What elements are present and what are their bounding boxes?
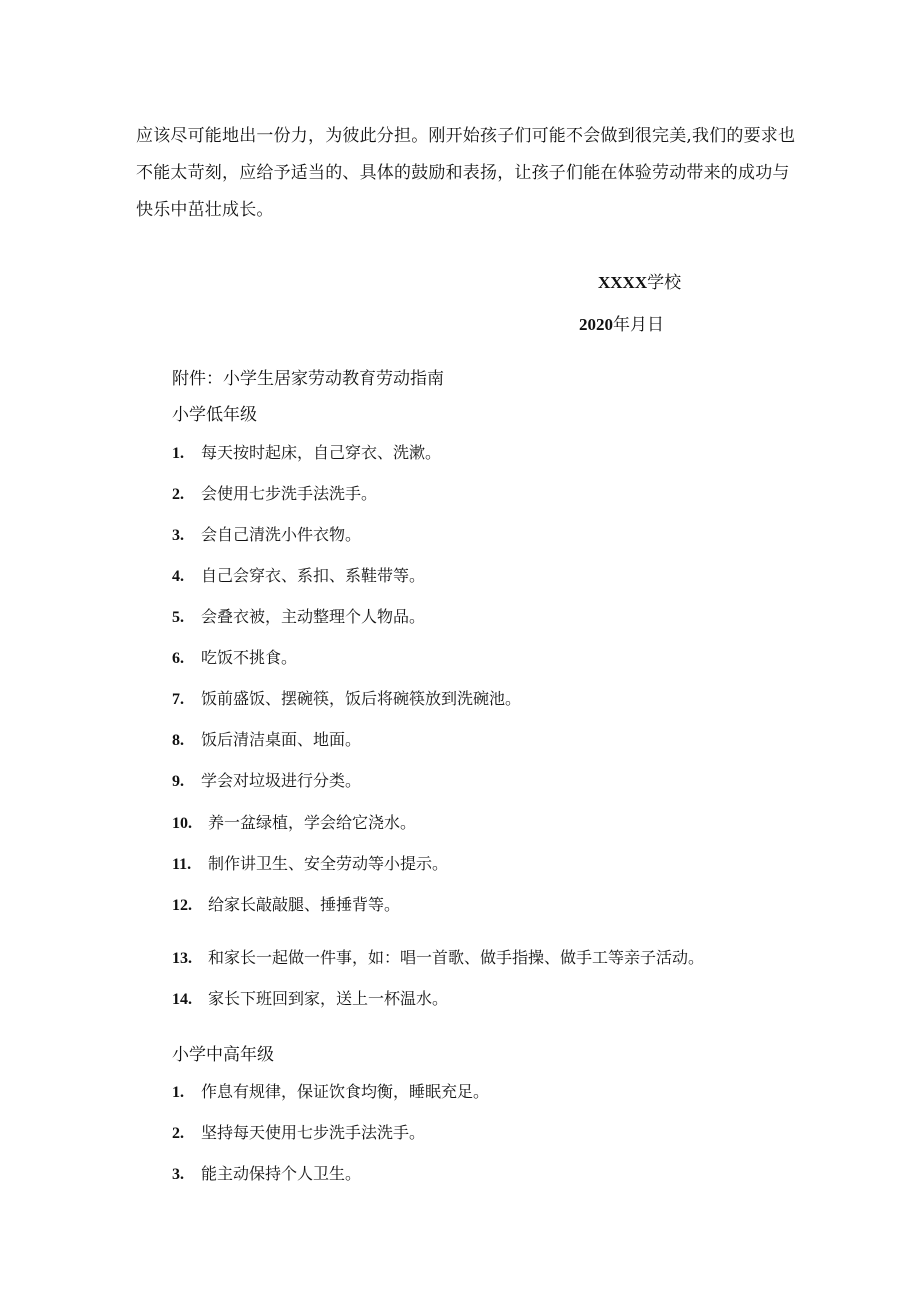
item-number: 7. xyxy=(172,691,184,708)
item-text: 养一盆绿植，学会给它浇水。 xyxy=(208,813,417,832)
closing-paragraph xyxy=(136,118,796,229)
list-item xyxy=(172,727,361,750)
item-text: 饭后清洁桌面、地面。 xyxy=(201,730,362,749)
item-text: 会使用七步洗手法洗手。 xyxy=(201,484,378,503)
item-text: 学会对垃圾进行分类。 xyxy=(201,771,362,790)
date-text: 年月日 xyxy=(613,315,664,335)
list-item xyxy=(172,645,297,668)
date-year: 2020 xyxy=(579,315,613,334)
item-text: 坚持每天使用七步洗手法洗手。 xyxy=(201,1123,426,1142)
item-number: 3. xyxy=(172,527,184,544)
appendix-title: 附件：小学生居家劳动教育劳动指南 xyxy=(172,369,444,389)
item-number: 8. xyxy=(172,732,184,749)
item-text: 饭前盛饭、摆碗筷，饭后将碗筷放到洗碗池。 xyxy=(201,689,522,708)
item-text: 和家长一起做一件事，如：唱一首歌、做手指操、做手工等亲子活动。 xyxy=(208,948,705,967)
list-item xyxy=(172,563,425,586)
item-number: 3. xyxy=(172,1166,184,1183)
signature-date xyxy=(579,310,664,335)
list-item xyxy=(172,481,377,504)
item-text: 会自己清洗小件衣物。 xyxy=(201,525,362,544)
list-item xyxy=(172,1120,425,1143)
item-number: 1. xyxy=(172,1084,184,1101)
list-item xyxy=(172,892,400,915)
item-number: 4. xyxy=(172,568,184,585)
item-number: 2. xyxy=(172,1125,184,1142)
item-text: 自己会穿衣、系扣、系鞋带等。 xyxy=(201,566,426,585)
item-number: 14. xyxy=(172,991,192,1008)
paragraph-line: 应该尽可能地出一份力，为彼此分担。刚开始孩子们可能不会做到很完美,我们的要求也 xyxy=(136,126,796,146)
item-text: 能主动保持个人卫生。 xyxy=(201,1164,362,1183)
item-number: 5. xyxy=(172,609,184,626)
list-item xyxy=(172,810,416,833)
list-item xyxy=(172,986,448,1009)
paragraph-line: 不能太苛刻，应给予适当的、具体的鼓励和表扬，让孩子们能在体验劳动带来的成功与 xyxy=(136,163,790,183)
mid-high-grade-heading: 小学中高年级 xyxy=(172,1045,274,1065)
item-number: 9. xyxy=(172,773,184,790)
item-number: 2. xyxy=(172,486,184,503)
item-text: 会叠衣被，主动整理个人物品。 xyxy=(201,607,426,626)
item-text: 家长下班回到家，送上一杯温水。 xyxy=(208,989,449,1008)
item-text: 每天按时起床，自己穿衣、洗漱。 xyxy=(201,443,442,462)
item-number: 10. xyxy=(172,815,192,832)
low-grade-heading: 小学低年级 xyxy=(172,405,257,425)
school-name-text: 学校 xyxy=(647,273,682,293)
item-text: 制作讲卫生、安全劳动等小提示。 xyxy=(208,854,449,873)
list-item xyxy=(172,1079,489,1102)
item-text: 给家长敲敲腿、捶捶背等。 xyxy=(208,895,401,914)
list-item xyxy=(172,851,448,874)
item-number: 1. xyxy=(172,445,184,462)
list-item xyxy=(172,768,361,791)
school-name-bold: XXXX xyxy=(598,273,648,292)
item-text: 吃饭不挑食。 xyxy=(201,648,298,667)
school-signature xyxy=(598,268,681,293)
list-item xyxy=(172,440,441,463)
item-number: 11. xyxy=(172,856,192,873)
paragraph-line: 快乐中茁壮成长。 xyxy=(136,200,274,220)
list-item xyxy=(172,1161,361,1184)
item-text: 作息有规律，保证饮食均衡，睡眠充足。 xyxy=(201,1082,490,1101)
list-item xyxy=(172,604,425,627)
item-number: 13. xyxy=(172,950,192,967)
list-item xyxy=(172,945,704,968)
item-number: 12. xyxy=(172,897,192,914)
list-item xyxy=(172,522,361,545)
item-number: 6. xyxy=(172,650,184,667)
list-item xyxy=(172,686,521,709)
